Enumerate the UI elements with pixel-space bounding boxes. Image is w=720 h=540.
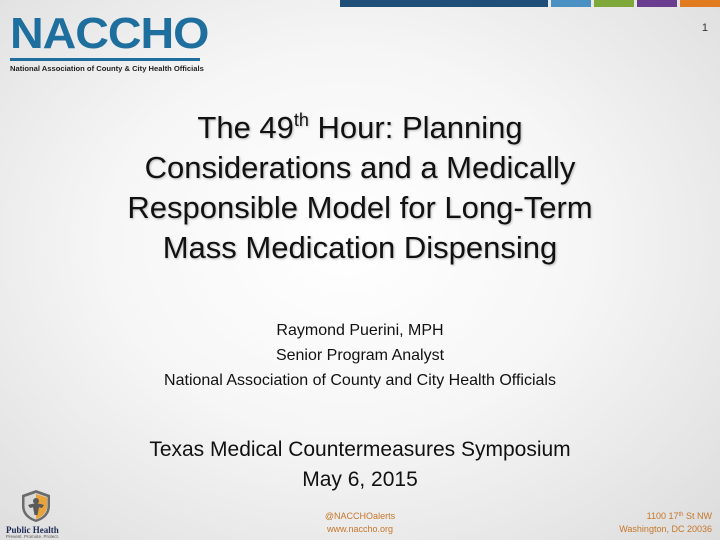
event-block bbox=[0, 435, 720, 495]
naccho-logo bbox=[10, 9, 209, 73]
stripe-orange bbox=[680, 0, 720, 7]
logo-rule bbox=[10, 58, 200, 61]
event-name: Texas Medical Countermeasures Symposium bbox=[149, 438, 571, 461]
title-line-2: Considerations and a Medically bbox=[144, 150, 576, 185]
public-health-shield-icon bbox=[18, 488, 54, 524]
twitter-handle[interactable]: @NACCHOalerts bbox=[324, 511, 396, 521]
stripe-green bbox=[594, 0, 634, 7]
top-color-stripes bbox=[340, 0, 720, 7]
author-organization: National Association of County and City Health Officials bbox=[164, 372, 556, 389]
event-date: May 6, 2015 bbox=[302, 468, 418, 491]
title-line-1 bbox=[60, 108, 660, 148]
street-number: 1100 17 bbox=[646, 511, 679, 521]
title-line-3: Responsible Model for Long-Term bbox=[127, 190, 593, 225]
title-line-1-start: The 49 bbox=[197, 110, 294, 145]
street-superscript: th bbox=[678, 512, 684, 518]
badge-text: Public Health bbox=[6, 525, 59, 535]
badge-tagline: Prevent. Promote. Protect. bbox=[6, 534, 60, 539]
footer-contact bbox=[300, 510, 420, 536]
author-block bbox=[0, 318, 720, 393]
street-address bbox=[619, 510, 712, 523]
title-line-1-end: Hour: Planning bbox=[308, 110, 523, 145]
stripe-dark-blue bbox=[340, 0, 548, 7]
logo-subtitle: National Association of County & City Health Officials bbox=[10, 64, 204, 73]
slide-number: 1 bbox=[701, 22, 708, 34]
slide-title bbox=[60, 108, 660, 268]
city-state-zip: Washington, DC 20036 bbox=[619, 524, 712, 534]
stripe-purple bbox=[637, 0, 677, 7]
title-superscript: th bbox=[293, 110, 309, 130]
author-role: Senior Program Analyst bbox=[275, 347, 445, 364]
website-link[interactable]: www.naccho.org bbox=[326, 524, 394, 534]
footer-address bbox=[619, 510, 712, 536]
street-name: St NW bbox=[683, 511, 712, 521]
stripe-light-blue bbox=[551, 0, 591, 7]
author-name: Raymond Puerini, MPH bbox=[276, 322, 444, 339]
public-health-badge bbox=[6, 488, 66, 539]
title-line-4: Mass Medication Dispensing bbox=[162, 230, 558, 265]
logo-wordmark: NACCHO bbox=[10, 9, 209, 58]
